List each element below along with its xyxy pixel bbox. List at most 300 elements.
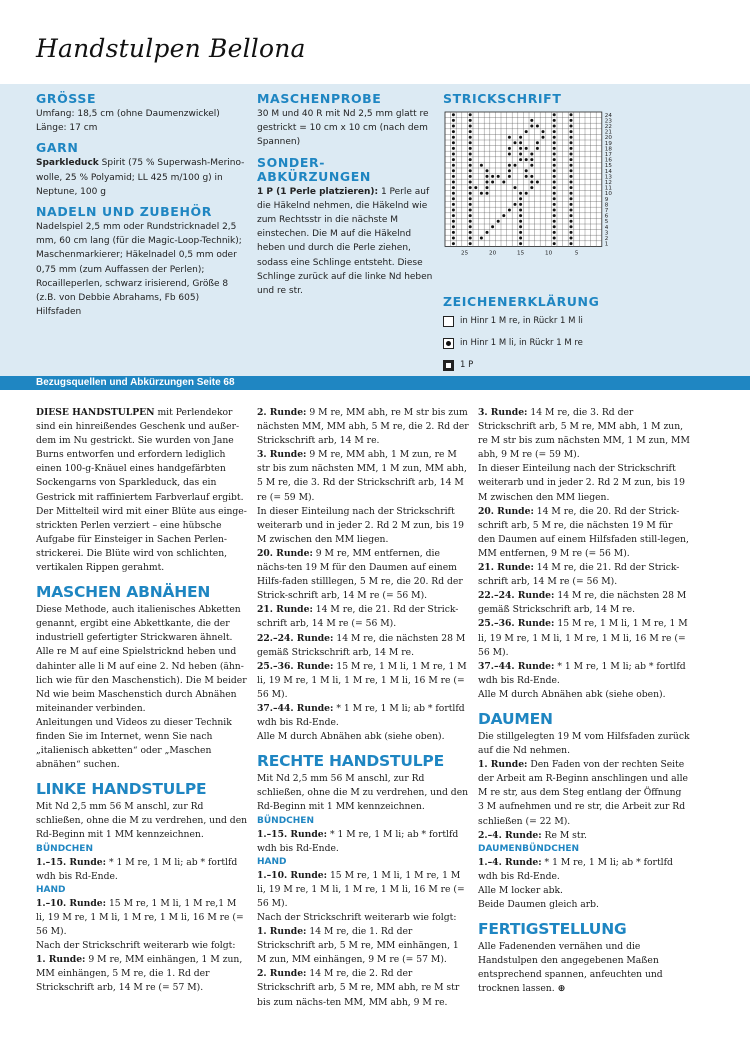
- chart-purl-dot: [570, 113, 573, 116]
- end-mark-icon: ⊕: [557, 983, 566, 995]
- legend-label: in Hinr 1 M li, in Rückr 1 M re: [460, 338, 583, 349]
- chart-purl-dot: [519, 153, 522, 156]
- chart-purl-dot: [469, 197, 472, 200]
- chart-purl-dot: [570, 147, 573, 150]
- chart-y-tick: 15: [604, 163, 612, 170]
- instruction: Alle M durch Abnähen abk (siehe oben).: [478, 688, 666, 700]
- instruction: [478, 561, 690, 589]
- round-label: 22.–24. Runde:: [257, 632, 334, 644]
- chart-purl-dot: [570, 231, 573, 234]
- chart-purl-dot: [469, 203, 472, 206]
- instruction: [36, 953, 248, 995]
- chart-purl-dot: [553, 141, 556, 144]
- chart-purl-dot: [570, 242, 573, 245]
- round-text: 14 M re, die 21. Rd der Strick-schrift arb, 14 M re (= 56 M).: [478, 562, 680, 588]
- chart-purl-dot: [497, 175, 500, 178]
- chart-purl-dot: [474, 186, 477, 189]
- intro-text: mit Perlendekor sind ein hinreißendes Geschenk und außer-dem im Nu gestrickt. Sie wurden von Jane Burns entworfen und erfordern lediglich einen 100-g-Knäuel eines handgefärbten Sockengarns von Sparkleduck, das ein Gestrick mit raffiniertem Farbverlauf ergibt. Der Mittelteil wird mit einer Blüte aus einge-strickten Perlen verziert – eine hübsche Aufgabe für Einsteiger in Sachen Perlen-strickerei. Die Blüte wird von schlichten, vertikalen Rippen gerahmt.: [36, 407, 247, 574]
- instruction: Nach der Strickschrift weiterarb wie folgt:: [257, 912, 457, 923]
- hand-label: HAND: [257, 856, 287, 867]
- chart-purl-dot: [519, 158, 522, 161]
- chart-purl-dot: [469, 141, 472, 144]
- instruction: In dieser Einteilung nach der Strickschrift weiterarb und in jeder 2. Rd 2 M zun, bis 19 M zwischen den MM liegen.: [478, 463, 685, 503]
- round-text: 14 M re, die 20. Rd der Strick-schrift arb, 5 M re, die nächsten 19 M für den Daumen auf einem Hilfsfaden still-legen, MM entfernen, 9 M re (= 56 M).: [478, 505, 689, 559]
- round-text: * 1 M re, 1 M li; ab * fortlfd wdh bis Rd-Ende.: [36, 856, 238, 882]
- chart-purl-dot: [452, 113, 455, 116]
- chart-purl-dot: [452, 186, 455, 189]
- chart-y-tick: 5: [604, 219, 609, 226]
- chart-purl-dot: [536, 181, 539, 184]
- chart-purl-dot: [570, 175, 573, 178]
- chart-purl-dot: [553, 113, 556, 116]
- chart-purl-dot: [519, 203, 522, 206]
- instruction: Alle M locker abk.: [478, 884, 563, 896]
- empty-square-icon: [443, 316, 454, 327]
- instruction: [257, 603, 469, 631]
- round-label: 1.–4. Runde:: [478, 856, 542, 868]
- chart-purl-dot: [530, 175, 533, 178]
- round-text: 14 M re, die 2. Rd der Strickschrift arb, 5 M re, MM abh, re M str bis zum nächs-ten MM, MM abh, 9 M re.: [257, 968, 460, 1008]
- chart-purl-dot: [452, 147, 455, 150]
- round-text: * 1 M re, 1 M li; ab * fortlfd wdh bis Rd-Ende.: [478, 660, 686, 686]
- garn-heading: GARN: [36, 140, 79, 156]
- chart-purl-dot: [469, 164, 472, 167]
- chart-purl-dot: [469, 113, 472, 116]
- round-label: 3. Runde:: [257, 449, 307, 461]
- instruction: Beide Daumen gleich arb.: [478, 899, 599, 910]
- chart-purl-dot: [480, 164, 483, 167]
- chart-y-tick: 2: [604, 236, 609, 242]
- chart-purl-dot: [530, 186, 533, 189]
- chart-purl-dot: [542, 136, 545, 139]
- chart-purl-dot: [469, 231, 472, 234]
- sonder-text: [257, 185, 433, 299]
- chart-purl-dot: [452, 237, 455, 240]
- round-text: 15 M re, 1 M li, 1 M re, 1 M li, 19 M re, 1 M li, 1 M re, 1 M li, 16 M re (= 56 M).: [478, 618, 688, 658]
- chart-purl-dot: [570, 158, 573, 161]
- round-text: 15 M re, 1 M li, 1 M re,1 M li, 19 M re, 1 M li, 1 M re, 1 M li, 16 M re (= 56 M).: [36, 897, 244, 937]
- chart-purl-dot: [469, 136, 472, 139]
- round-label: 22.–24. Runde:: [478, 590, 555, 602]
- chart-purl-dot: [570, 203, 573, 206]
- daumenbuendchen-label: DAUMENBÜNDCHEN: [478, 843, 580, 854]
- chart-purl-dot: [553, 175, 556, 178]
- fertigstellung-heading: FERTIGSTELLUNG: [478, 920, 627, 939]
- chart-x-tick: 15: [517, 250, 525, 257]
- chart-y-tick: 1: [604, 241, 609, 248]
- chart-purl-dot: [508, 169, 511, 172]
- chart-purl-dot: [480, 237, 483, 240]
- legend-item: [443, 311, 723, 331]
- chart-purl-dot: [452, 214, 455, 217]
- chart-y-tick: 20: [604, 135, 612, 142]
- chart-purl-dot: [486, 192, 489, 195]
- round-label: 37.–44. Runde:: [478, 660, 555, 672]
- chart-purl-dot: [469, 130, 472, 133]
- round-text: * 1 M re, 1 M li; ab * fortlfd wdh bis Rd-Ende.: [478, 856, 673, 882]
- nadeln-text: Nadelspiel 2,5 mm oder Rundstricknadel 2,5 mm, 60 cm lang (für die Magic-Loop-Technik); Maschenmarkierer; Häkelnadel 0,5 mm oder 0,75 mm (zum Auffassen der Perlen); Rocailleperlen, schwarz irisierend, Größe 8 (z.B. von Debbie Abrahams, Fb 605) Hilfsfaden: [36, 222, 242, 318]
- chart-purl-dot: [469, 186, 472, 189]
- instruction: [478, 406, 690, 462]
- chart-purl-dot: [452, 220, 455, 223]
- round-label: 2. Runde:: [257, 968, 307, 980]
- chart-purl-dot: [469, 119, 472, 122]
- chart-purl-dot: [519, 231, 522, 234]
- chart-purl-dot: [452, 197, 455, 200]
- body-column-2: [257, 406, 469, 1010]
- chart-purl-dot: [553, 209, 556, 212]
- chart-purl-dot: [469, 125, 472, 128]
- chart-purl-dot: [508, 136, 511, 139]
- daumen-paragraph: Die stillgelegten 19 M vom Hilfsfaden zurück auf die Nd nehmen.: [478, 730, 690, 757]
- instruction: [257, 406, 469, 448]
- instruction: [257, 925, 469, 967]
- sources-bar: Bezugsquellen und Abkürzungen Seite 68: [0, 376, 750, 390]
- legend-item: [443, 333, 723, 353]
- chart-purl-dot: [553, 220, 556, 223]
- chart-purl-dot: [469, 209, 472, 212]
- chart-y-tick: 18: [604, 146, 612, 153]
- chart-y-tick: 8: [604, 202, 609, 209]
- chart-purl-dot: [553, 197, 556, 200]
- chart-y-tick: 17: [604, 152, 612, 158]
- chart-purl-dot: [530, 125, 533, 128]
- chart-purl-dot: [570, 181, 573, 184]
- chart-y-tick: 19: [604, 140, 612, 147]
- chart-purl-dot: [491, 175, 494, 178]
- round-label: 25.–36. Runde:: [257, 660, 334, 672]
- chart-purl-dot: [519, 197, 522, 200]
- chart-purl-dot: [469, 147, 472, 150]
- chart-purl-dot: [519, 192, 522, 195]
- chart-purl-dot: [530, 164, 533, 167]
- chart-purl-dot: [553, 158, 556, 161]
- chart-y-tick: 14: [604, 168, 612, 175]
- chart-purl-dot: [452, 136, 455, 139]
- chart-purl-dot: [570, 119, 573, 122]
- instruction: [257, 967, 469, 1009]
- chart-purl-dot: [497, 220, 500, 223]
- instruction: In dieser Einteilung nach der Strickschrift weiterarb und in jeder 2. Rd 2 M zun, bis 19 M zwischen den MM liegen.: [257, 505, 464, 545]
- sonder-desc: 1 Perle auf die Häkelnd nehmen, die Häkelnd wie zum Rechtsstr in die nächste M einstechen. Die M auf die Häkelnd heben und durch die Perle ziehen, sodass eine Schlinge entsteht. Diese Schlinge zurück auf die linke Nd heben und re str.: [257, 186, 433, 297]
- round-text: Den Faden von der rechten Seite der Arbeit am R-Beginn anschlingen und alle M re str, aus dem Steg entlang der Öffnung 3 M aufnehmen und re str, die Arbeit zur Rd schließen (= 22 M).: [478, 759, 688, 827]
- round-label: 3. Runde:: [478, 407, 528, 418]
- chart-purl-dot: [469, 192, 472, 195]
- chart-purl-dot: [514, 186, 517, 189]
- bead-square-icon: [443, 360, 454, 371]
- chart-y-tick: 7: [604, 208, 609, 214]
- chart-purl-dot: [525, 147, 528, 150]
- chart-purl-dot: [452, 141, 455, 144]
- instruction: [36, 856, 248, 884]
- round-label: 21. Runde:: [478, 562, 534, 574]
- chart-purl-dot: [452, 181, 455, 184]
- chart-purl-dot: [553, 181, 556, 184]
- instruction: [36, 897, 248, 939]
- buendchen-label: BÜNDCHEN: [257, 815, 314, 826]
- chart-purl-dot: [452, 119, 455, 122]
- chart-purl-dot: [452, 169, 455, 172]
- chart-purl-dot: [530, 153, 533, 156]
- maschen-abnaehen-heading: MASCHEN ABNÄHEN: [36, 583, 211, 602]
- instruction: [257, 869, 469, 911]
- maschen-paragraph: Diese Methode, auch italienisches Abketten genannt, ergibt eine Abkettkante, die der industriell gefertigter Strickwaren ähnelt. Alle re M auf eine Spielstricknd heben und dahinter alle li M auf eine 2. Nd heben (ähn-lich wie für den Maschenstich). Die M beider Nd wie beim Maschenstich durch Abnähen miteinander verbinden.: [36, 604, 247, 714]
- chart-purl-dot: [452, 203, 455, 206]
- chart-purl-dot: [508, 209, 511, 212]
- chart-purl-dot: [525, 175, 528, 178]
- maschen-paragraph: Anleitungen und Videos zu dieser Technik finden Sie im Internet, wenn Sie nach „italienisch abketten“ oder „Maschen abnähen“ suchen.: [36, 716, 232, 771]
- chart-purl-dot: [491, 225, 494, 228]
- chart-purl-dot: [469, 169, 472, 172]
- chart-purl-dot: [536, 147, 539, 150]
- instruction: [257, 828, 469, 856]
- chart-purl-dot: [452, 192, 455, 195]
- chart-purl-dot: [469, 175, 472, 178]
- instruction: [478, 505, 690, 561]
- round-label: 20. Runde:: [478, 505, 534, 517]
- rechte-paragraph: Mit Nd 2,5 mm 56 M anschl, zur Rd schließen, ohne die M zu verdrehen, und den Rd-Beginn mit 1 MM kennzeichnen.: [257, 773, 469, 813]
- round-text: 9 M re, MM abh, re M str bis zum nächsten MM, MM abh, 5 M re, die 2. Rd der Strickschrift arb, 14 M re.: [257, 407, 469, 447]
- fertig-text: Alle Fadenenden vernähen und die Handstulpen den angegebenen Maßen entsprechend spannen, anfeuchten und trocknen lassen.: [478, 941, 663, 995]
- chart-purl-dot: [570, 125, 573, 128]
- round-label: 2. Runde:: [257, 407, 307, 418]
- chart-purl-dot: [553, 192, 556, 195]
- chart-column: [443, 92, 723, 375]
- round-label: 21. Runde:: [257, 604, 313, 616]
- zeichen-heading: ZEICHENERKLÄRUNG: [443, 294, 600, 310]
- sonder-heading: SONDER-ABKÜRZUNGEN: [257, 154, 371, 184]
- instruction: Nach der Strickschrift weiterarb wie folgt:: [36, 940, 236, 951]
- legend-label: in Hinr 1 M re, in Rückr 1 M li: [460, 316, 583, 327]
- chart-purl-dot: [570, 153, 573, 156]
- instruction: [478, 589, 690, 617]
- instruction: [478, 660, 690, 688]
- chart-purl-dot: [519, 242, 522, 245]
- chart-purl-dot: [519, 141, 522, 144]
- round-label: 1. Runde:: [478, 759, 528, 771]
- chart-purl-dot: [570, 186, 573, 189]
- chart-purl-dot: [525, 169, 528, 172]
- round-text: 14 M re, die 1. Rd der Strickschrift arb, 5 M re, MM einhängen, 1 M zun, MM einhängen, 9 M re (= 57 M).: [257, 926, 459, 966]
- chart-purl-dot: [452, 209, 455, 212]
- chart-purl-dot: [553, 147, 556, 150]
- instruction: [257, 448, 469, 504]
- round-label: 1.–10. Runde:: [257, 869, 328, 881]
- linke-paragraph: Mit Nd 2,5 mm 56 M anschl, zur Rd schließen, ohne die M zu verdrehen, und den Rd-Beginn mit 1 MM kennzeichnen.: [36, 801, 248, 841]
- chart-purl-dot: [570, 225, 573, 228]
- chart-purl-dot: [514, 164, 517, 167]
- nadeln-heading: NADELN UND ZUBEHÖR: [36, 204, 212, 220]
- chart-purl-dot: [519, 136, 522, 139]
- chart-purl-dot: [452, 125, 455, 128]
- chart-purl-dot: [519, 209, 522, 212]
- hand-label: HAND: [36, 884, 66, 895]
- chart-purl-dot: [553, 136, 556, 139]
- chart-y-tick: 22: [604, 124, 612, 130]
- chart-purl-dot: [530, 119, 533, 122]
- chart-y-tick: 24: [604, 112, 612, 119]
- chart-purl-dot: [480, 192, 483, 195]
- daumen-heading: DAUMEN: [478, 709, 553, 728]
- chart-purl-dot: [508, 153, 511, 156]
- round-label: 37.–44. Runde:: [257, 702, 334, 714]
- linke-handstulpe-heading: LINKE HANDSTULPE: [36, 780, 207, 799]
- chart-purl-dot: [452, 225, 455, 228]
- chart-purl-dot: [502, 214, 505, 217]
- chart-y-tick: 9: [604, 196, 609, 203]
- round-label: 2.–4. Runde:: [478, 829, 542, 841]
- chart-purl-dot: [570, 130, 573, 133]
- body-column-3: [478, 406, 690, 996]
- chart-purl-dot: [486, 175, 489, 178]
- chart-purl-dot: [530, 158, 533, 161]
- intro-paragraph: [36, 406, 248, 575]
- chart-purl-dot: [553, 186, 556, 189]
- legend-item: [443, 355, 723, 375]
- chart-purl-dot: [570, 141, 573, 144]
- chart-purl-dot: [486, 231, 489, 234]
- gauge-column: [257, 92, 433, 298]
- instruction: [478, 758, 690, 828]
- chart-purl-dot: [508, 147, 511, 150]
- round-text: 14 M re, die 21. Rd der Strick-schrift arb, 14 M re (= 56 M).: [257, 604, 459, 630]
- chart-purl-dot: [570, 164, 573, 167]
- groesse-line: Länge: 17 cm: [36, 123, 98, 134]
- chart-purl-dot: [452, 175, 455, 178]
- chart-purl-dot: [525, 158, 528, 161]
- intro-lead: DIESE HANDSTULPEN: [36, 407, 155, 418]
- round-text: 9 M re, MM entfernen, die nächs-ten 19 M für den Daumen auf einem Hilfs-faden stilllegen, 5 M re, die 20. Rd der Strick-schrift arb, 14 M re (= 56 M).: [257, 547, 463, 602]
- round-label: 1. Runde:: [257, 926, 307, 938]
- round-text: 15 M re, 1 M li, 1 M re, 1 M li, 19 M re, 1 M li, 1 M re, 1 M li, 16 M re (= 56 M).: [257, 660, 467, 700]
- chart-purl-dot: [452, 231, 455, 234]
- chart-y-tick: 21: [604, 129, 612, 136]
- chart-purl-dot: [570, 209, 573, 212]
- chart-purl-dot: [553, 130, 556, 133]
- chart-purl-dot: [469, 214, 472, 217]
- chart-purl-dot: [553, 203, 556, 206]
- instruction: [257, 702, 469, 730]
- instruction: [257, 547, 469, 603]
- chart-purl-dot: [452, 242, 455, 245]
- round-text: 14 M re, die 3. Rd der Strickschrift arb, 5 M re, MM abh, 1 M zun, re M str bis zum nächsten MM, 1 M zun, MM abh, 9 M re (= 59 M).: [478, 407, 690, 461]
- chart-purl-dot: [514, 141, 517, 144]
- round-text: 9 M re, MM abh, 1 M zun, re M str bis zum nächsten MM, 1 M zun, MM abh, 5 M re, die 3. Rd der Strickschrift arb, 14 M re (= 59 M).: [257, 449, 467, 503]
- chart-purl-dot: [486, 186, 489, 189]
- groesse-line: Umfang: 18,5 cm (ohne Daumenzwickel): [36, 109, 220, 119]
- legend-label: 1 P: [460, 360, 474, 371]
- chart-purl-dot: [486, 181, 489, 184]
- chart-x-tick: 10: [545, 250, 553, 257]
- instruction: [257, 660, 469, 702]
- chart-purl-dot: [536, 141, 539, 144]
- chart-purl-dot: [514, 203, 517, 206]
- chart-y-tick: 10: [604, 191, 612, 198]
- chart-purl-dot: [452, 153, 455, 156]
- chart-purl-dot: [486, 169, 489, 172]
- garn-text: [36, 156, 246, 199]
- round-label: 1. Runde:: [36, 954, 86, 966]
- chart-purl-dot: [469, 158, 472, 161]
- round-label: 20. Runde:: [257, 547, 313, 559]
- chart-purl-dot: [452, 130, 455, 133]
- round-text: 14 M re, die nächsten 28 M gemäß Strickschrift arb, 14 M re.: [478, 590, 687, 616]
- instruction: [478, 856, 690, 884]
- fertig-paragraph: [478, 940, 690, 996]
- chart-x-tick: 25: [461, 250, 469, 257]
- chart-purl-dot: [570, 220, 573, 223]
- chart-purl-dot: [570, 169, 573, 172]
- chart-y-tick: 6: [604, 213, 609, 220]
- chart-purl-dot: [452, 158, 455, 161]
- chart-y-tick: 11: [604, 185, 612, 192]
- round-label: 1.–15. Runde:: [36, 856, 107, 868]
- chart-purl-dot: [519, 147, 522, 150]
- chart-purl-dot: [502, 181, 505, 184]
- body-column-1: [36, 406, 248, 995]
- chart-x-tick: 20: [489, 250, 497, 257]
- chart-purl-dot: [570, 197, 573, 200]
- maschenprobe-heading: MASCHENPROBE: [257, 91, 382, 106]
- chart-purl-dot: [553, 164, 556, 167]
- round-text: * 1 M re, 1 M li; ab * fortlfd wdh bis Rd-Ende.: [257, 702, 465, 729]
- chart-purl-dot: [570, 192, 573, 195]
- round-text: Re M str.: [541, 829, 587, 841]
- round-label: 25.–36. Runde:: [478, 618, 555, 630]
- chart-purl-dot: [469, 153, 472, 156]
- chart-purl-dot: [519, 225, 522, 228]
- chart-purl-dot: [553, 119, 556, 122]
- chart-purl-dot: [570, 237, 573, 240]
- chart-purl-dot: [525, 192, 528, 195]
- instruction: [478, 617, 690, 659]
- chart-purl-dot: [570, 214, 573, 217]
- instruction: Alle M durch Abnähen abk (siehe oben).: [257, 731, 445, 743]
- chart-purl-dot: [469, 220, 472, 223]
- page-title: Handstulpen Bellona: [36, 34, 306, 63]
- chart-purl-dot: [469, 181, 472, 184]
- dot-square-icon: [443, 338, 454, 349]
- knitting-chart: [443, 110, 723, 291]
- strickschrift-heading: STRICKSCHRIFT: [443, 91, 562, 106]
- chart-purl-dot: [508, 175, 511, 178]
- chart-x-tick: 5: [574, 250, 579, 257]
- sonder-lead: 1 P (1 Perle platzieren):: [257, 186, 379, 197]
- chart-purl-dot: [469, 225, 472, 228]
- chart-purl-dot: [553, 214, 556, 217]
- chart-purl-dot: [570, 136, 573, 139]
- chart-purl-dot: [553, 225, 556, 228]
- chart-purl-dot: [536, 125, 539, 128]
- chart-purl-dot: [553, 242, 556, 245]
- chart-purl-dot: [469, 237, 472, 240]
- chart-purl-dot: [469, 242, 472, 245]
- chart-purl-dot: [530, 181, 533, 184]
- round-text: 14 M re, die nächsten 28 M gemäß Strickschrift arb, 14 M re.: [257, 632, 466, 658]
- chart-purl-dot: [553, 237, 556, 240]
- chart-purl-dot: [542, 130, 545, 133]
- garn-desc: Spirit (75 % Superwash-Merino-wolle, 25 % Polyamid; LL 425 m/100 g) in Neptune, 100 g: [36, 158, 245, 197]
- garn-brand: Sparkleduck: [36, 158, 99, 169]
- chart-y-tick: 23: [604, 118, 612, 125]
- round-text: 9 M re, MM einhängen, 1 M zun, MM einhängen, 5 M re, die 1. Rd der Strickschrift arb, 14 M re (= 57 M).: [36, 954, 243, 994]
- chart-purl-dot: [452, 164, 455, 167]
- chart-purl-dot: [525, 130, 528, 133]
- chart-purl-dot: [491, 181, 494, 184]
- round-label: 1.–15. Runde:: [257, 828, 328, 840]
- rechte-handstulpe-heading: RECHTE HANDSTULPE: [257, 752, 444, 771]
- instruction: [478, 829, 690, 843]
